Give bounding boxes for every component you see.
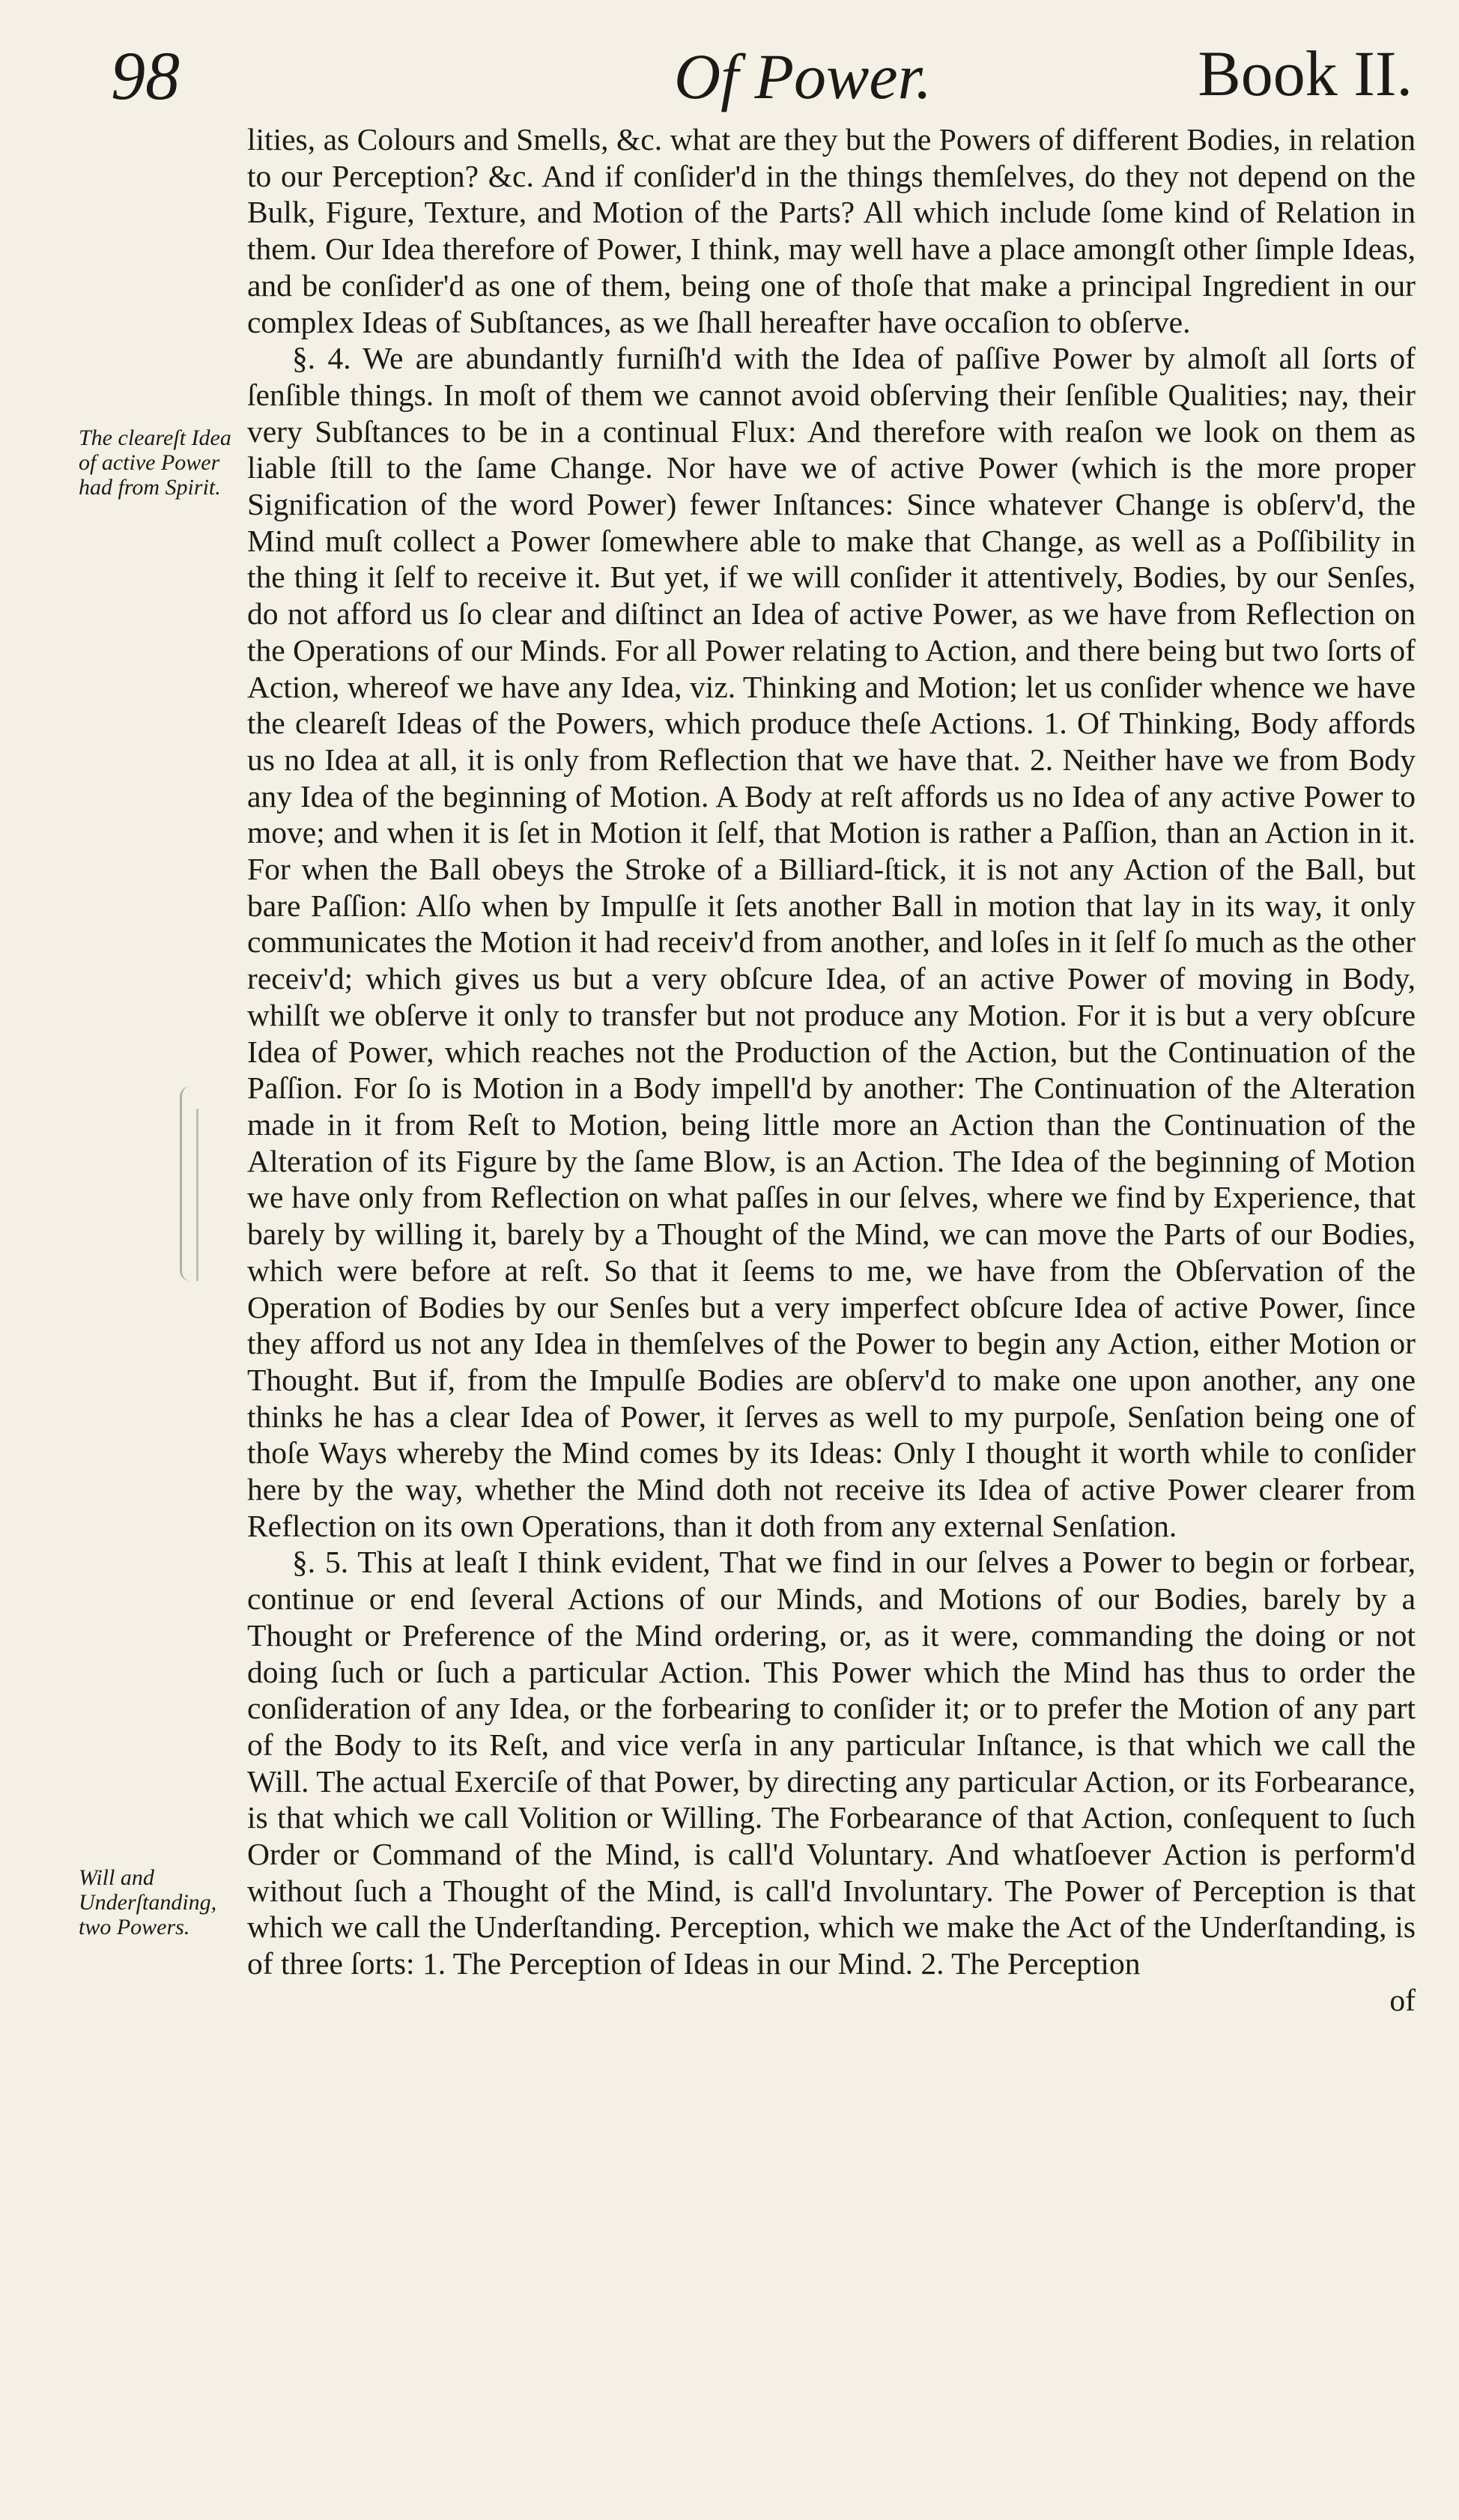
book-label: Book II. — [1198, 37, 1413, 109]
margin-line-mark — [196, 1109, 203, 1281]
catchword: of — [1389, 1982, 1416, 2017]
paragraph-section-4: §. 4. We are abundantly furniſh'd with the Idea of paſſive Power by almoſt all ſorts of ſenſible things. In moſt of them we cannot avoid obſerving their ſenſible Qualities; nay, their very Subſtances to be in a continual Flux: And therefore with reaſon we look on them as liable ſtill to the ſame Change. Nor have we of active Power (which is the more proper Signification of the word Power) fewer Inſtances: Since whatever Change is obſerv'd, the Mind muſt collect a Power ſomewhere able to make that Change, as well as a Poſſibility in the thing it ſelf to receive it. But yet, if we will conſider it attentively, Bodies, by our Senſes, do not afford us ſo clear and diſtinct an Idea of active Power, as we have from Reflection on the Operations of our Minds. For all Power relating to Action, and there being but two ſorts of Action, whereof we have any Idea, viz. Thinking and Motion; let us conſider whence we have the cleareſt Ideas of the Powers, which produce theſe Actions. 1. Of Thinking, Body affords us no Idea at all, it is only from Reflection that we have that. 2. Neither have we from Body any Idea of the beginning of Motion. A Body at reſt affords us no Idea of any active Power to move; and when it is ſet in Motion it ſelf, that Motion is rather a Paſſion, than an Action in it. For when the Ball obeys the Stroke of a Billiard-ſtick, it is not any Action of the Ball, but bare Paſſion: Alſo when by Impulſe it ſets another Ball in motion that lay in its way, it only communicates the Motion it had receiv'd from another, and loſes in it ſelf ſo much as the other receiv'd; which gives us but a very obſcure Idea, of an active Power of moving in Body, whilſt we obſerve it only to transfer but not produce any Motion. For it is but a very obſcure Idea of Power, which reaches not the Production of the Action, but the Continuation of the Paſſion. For ſo is Motion in a Body impell'd by another: The Continuation of the Alteration made in it from Reſt to Motion, being little more an Action than the Continuation of the Alteration of its Figure by the ſame Blow, is an Action. The Idea of the beginning of Motion we have only from Reflection on what paſſes in our ſelves, where we find by Experience, that barely by willing it, barely by a Thought of the Mind, we can move the Parts of our Bodies, which were before at reſt. So that it ſeems to me, we have from the Obſervation of the Operation of Bodies by our Senſes but a very imperfect obſcure Idea of active Power, ſince they afford us not any Idea in themſelves of the Power to begin any Action, either Motion or Thought. But if, from the Impulſe Bodies are obſerv'd to make one upon another, any one thinks he has a clear Idea of Power, it ſerves as well to my purpoſe, Senſation being one of thoſe Ways whereby the Mind comes by its Ideas: Only I thought it worth while to conſider here by the way, whether the Mind doth not receive its Idea of active Power clearer from Reflection on its own Operations, than it doth from any external Senſation. — [247, 341, 1416, 1543]
paragraph-continued: lities, as Colours and Smells, &c. what are they but the Powers of different Bodies, in relation to our Perception? &c. And if conſider'd in the things themſelves, do they not depend on the Bulk, Figure, Texture, and Motion of the Parts? All which include ſome kind of Relation in them. Our Idea therefore of Power, I think, may well have a place amongſt other ſimple Ideas, and be conſider'd as one of them, being one of thoſe that make a principal Ingredient in our complex Ideas of Subſtances, as we ſhall hereafter have occaſion to obſerve. — [247, 122, 1416, 339]
marginal-note-will-understanding: Will and Underſtanding, two Powers. — [79, 1865, 217, 1939]
paragraph-section-5: §. 5. This at leaſt I think evident, That we find in our ſelves a Power to begin or forbear, continue or end ſeveral Actions of our Minds, and Motions of our Bodies, barely by a Thought or Preference of the Mind ordering, or, as it were, commanding the doing or not doing ſuch or ſuch a particular Action. This Power which the Mind has thus to order the conſideration of any Idea, or the forbearing to conſider it; or to prefer the Motion of any part of the Body to its Reſt, and vice verſa in any particular Inſtance, is that which we call the Will. The actual Exerciſe of that Power, by directing any particular Action, or its Forbearance, is that which we call Volition or Willing. The Forbearance of that Action, conſequent to ſuch Order or Command of the Mind, is call'd Voluntary. And whatſoever Action is perform'd without ſuch a Thought of the Mind, is call'd Involuntary. The Power of Perception is that which we call the Underſtanding. Perception, which we make the Act of the Underſtanding, is of three ſorts: 1. The Perception of Ideas in our Mind. 2. The Perception — [247, 1545, 1416, 1981]
marginal-note-active-power: The cleareſt Idea of active Power had from Spirit. — [79, 425, 231, 500]
text-body — [247, 121, 1416, 2019]
running-title: Of Power. — [674, 40, 932, 112]
page-number: 98 — [111, 37, 180, 114]
page-header — [0, 22, 1459, 120]
